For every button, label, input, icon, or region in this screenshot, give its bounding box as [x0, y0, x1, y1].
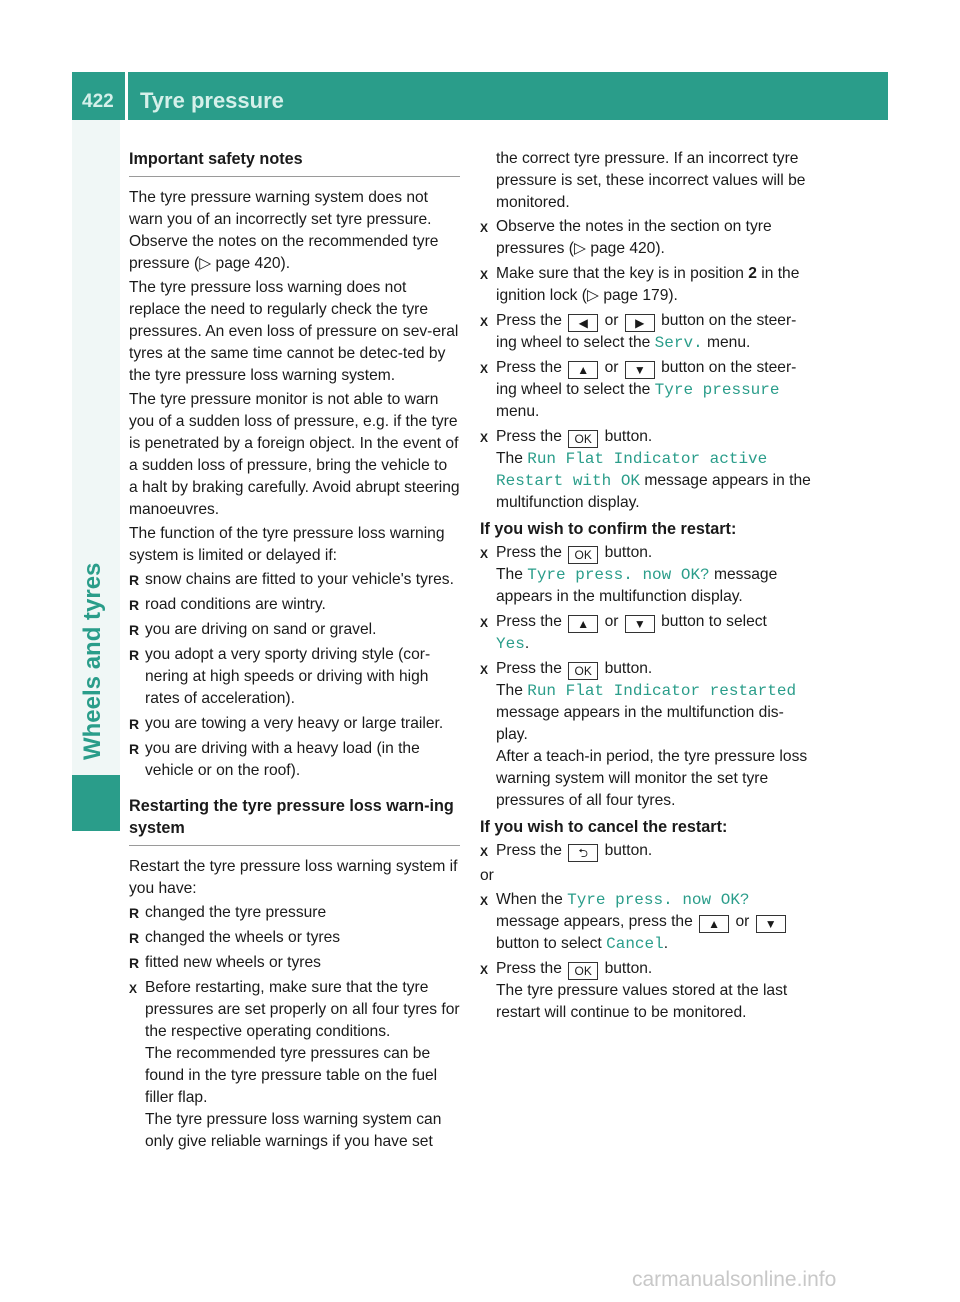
- step-arrow-icon: X: [129, 982, 138, 996]
- ok-key-icon: OK: [568, 962, 598, 980]
- step-item: X Press the ⮌ button.: [480, 840, 813, 862]
- back-key-icon: ⮌: [568, 844, 598, 862]
- step-item: X Press the OK button. The Run Flat Indicator active Restart with OK message appears in the multifunction display.: [480, 428, 811, 511]
- paragraph: Restart the tyre pressure loss warning system if you have:: [129, 858, 458, 897]
- paragraph: The tyre pressure monitor is not able to warn you of a sudden loss of pressure, e.g. if the tyre is penetrated by a foreign object. In the event of a sudden loss of pressure, bring the vehicle to a halt by braking carefully. Avoid abrupt steering manoeuvres.: [129, 391, 460, 518]
- down-arrow-key-icon: ▼: [756, 915, 786, 933]
- bullet-item: R road conditions are wintry.: [129, 594, 460, 616]
- step-arrow-icon: X: [480, 547, 489, 561]
- paragraph: The function of the tyre pressure loss warning system is limited or delayed if:: [129, 525, 445, 564]
- paragraph: the correct tyre pressure. If an incorrect tyre pressure is set, these incorrect values will be monitored.: [496, 150, 806, 211]
- step-item: X Press the OK button. The Run Flat Indicator restarted message appears in the multifunction dis-play. After a teach-in period, the tyre pressure loss warning system will monitor the set tyre pressures of all four tyres.: [480, 660, 808, 809]
- bullet-icon: R: [129, 647, 140, 663]
- page-title: Tyre pressure: [140, 88, 284, 113]
- header-divider: [125, 72, 128, 120]
- bullet-icon: R: [129, 622, 140, 638]
- step-item: X Press the OK button. The Tyre press. now OK? message appears in the multifunction display.: [480, 544, 778, 605]
- step-arrow-icon: X: [480, 894, 489, 908]
- step-arrow-icon: X: [480, 268, 489, 282]
- paragraph: or: [480, 867, 494, 884]
- section-heading: If you wish to confirm the restart:: [480, 520, 737, 538]
- step-arrow-icon: X: [480, 221, 489, 235]
- bullet-item: R you are driving on sand or gravel.: [129, 619, 460, 641]
- step-arrow-icon: X: [480, 616, 489, 630]
- section-heading: If you wish to cancel the restart:: [480, 818, 728, 836]
- left-arrow-key-icon: ◀: [568, 314, 598, 332]
- bullet-icon: R: [129, 905, 140, 921]
- down-arrow-key-icon: ▼: [625, 361, 655, 379]
- step-item: X When the Tyre press. now OK? message appears, press the ▲ or ▼ button to select Cancel.: [480, 889, 813, 955]
- ok-key-icon: OK: [568, 430, 598, 448]
- step-arrow-icon: X: [480, 362, 489, 376]
- paragraph: The tyre pressure warning system does not warn you of an incorrectly set tyre pressure. Observe the notes on the recommended tyre pressure (▷ page 420).: [129, 189, 439, 272]
- bullet-item: R fitted new wheels or tyres: [129, 952, 460, 974]
- bullet-item: R changed the wheels or tyres: [129, 927, 460, 949]
- up-arrow-key-icon: ▲: [568, 361, 598, 379]
- step-item: X Before restarting, make sure that the tyre pressures are set properly on all four tyres for the respective operating conditions. The recommended tyre pressures can be found in the tyre pressure table on the fuel filler flap. The tyre pressure loss warning system can only give reliable warnings if you have set: [129, 979, 460, 1150]
- bullet-icon: R: [129, 741, 140, 757]
- right-arrow-key-icon: ▶: [625, 314, 655, 332]
- down-arrow-key-icon: ▼: [625, 615, 655, 633]
- step-arrow-icon: X: [480, 963, 489, 977]
- bullet-item: R you adopt a very sporty driving style (cor-nering at high speeds or driving with high rates of acceleration).: [129, 646, 431, 707]
- bullet-item: R changed the tyre pressure: [129, 902, 460, 924]
- left-column: [129, 148, 460, 1156]
- chapter-marker: [72, 775, 120, 831]
- ok-key-icon: OK: [568, 662, 598, 680]
- bullet-icon: R: [129, 955, 140, 971]
- paragraph: The tyre pressure loss warning does not replace the need to regularly check the tyre pressures. An even loss of pressure on sev-eral tyres at the same time cannot be detec-ted by the tyre pressure loss warning system.: [129, 279, 459, 384]
- bullet-icon: R: [129, 597, 140, 613]
- right-column: [480, 148, 813, 1027]
- bullet-icon: R: [129, 716, 140, 732]
- bullet-item: R snow chains are fitted to your vehicle's tyres.: [129, 569, 460, 591]
- up-arrow-key-icon: ▲: [699, 915, 729, 933]
- watermark: carmanualsonline.info: [632, 1268, 837, 1291]
- up-arrow-key-icon: ▲: [568, 615, 598, 633]
- chapter-label: Wheels and tyres: [79, 562, 106, 760]
- section-heading: Restarting the tyre pressure loss warn-ing system: [129, 795, 460, 846]
- step-arrow-icon: X: [480, 845, 489, 859]
- page-number: 422: [82, 91, 114, 112]
- section-heading: Important safety notes: [129, 148, 460, 177]
- step-item: X Observe the notes in the section on tyre pressures (▷ page 420).: [480, 218, 772, 257]
- step-item: X Make sure that the key is in position 2 in the ignition lock (▷ page 179).: [480, 265, 800, 304]
- step-arrow-icon: X: [480, 663, 489, 677]
- ok-key-icon: OK: [568, 546, 598, 564]
- step-arrow-icon: X: [480, 431, 489, 445]
- bullet-icon: R: [129, 930, 140, 946]
- step-item: X Press the ▲ or ▼ button to select Yes.: [480, 613, 767, 653]
- bullet-item: R you are driving with a heavy load (in the vehicle or on the roof).: [129, 740, 420, 779]
- step-item: X Press the ▲ or ▼ button on the steer-ing wheel to select the Tyre pressure menu.: [480, 359, 797, 420]
- step-arrow-icon: X: [480, 315, 489, 329]
- bullet-icon: R: [129, 572, 140, 588]
- bullet-item: R you are towing a very heavy or large trailer.: [129, 713, 460, 735]
- step-item: X Press the ◀ or ▶ button on the steer-ing wheel to select the Serv. menu.: [480, 312, 797, 352]
- step-item: X Press the OK button. The tyre pressure values stored at the last restart will continue to be monitored.: [480, 960, 788, 1021]
